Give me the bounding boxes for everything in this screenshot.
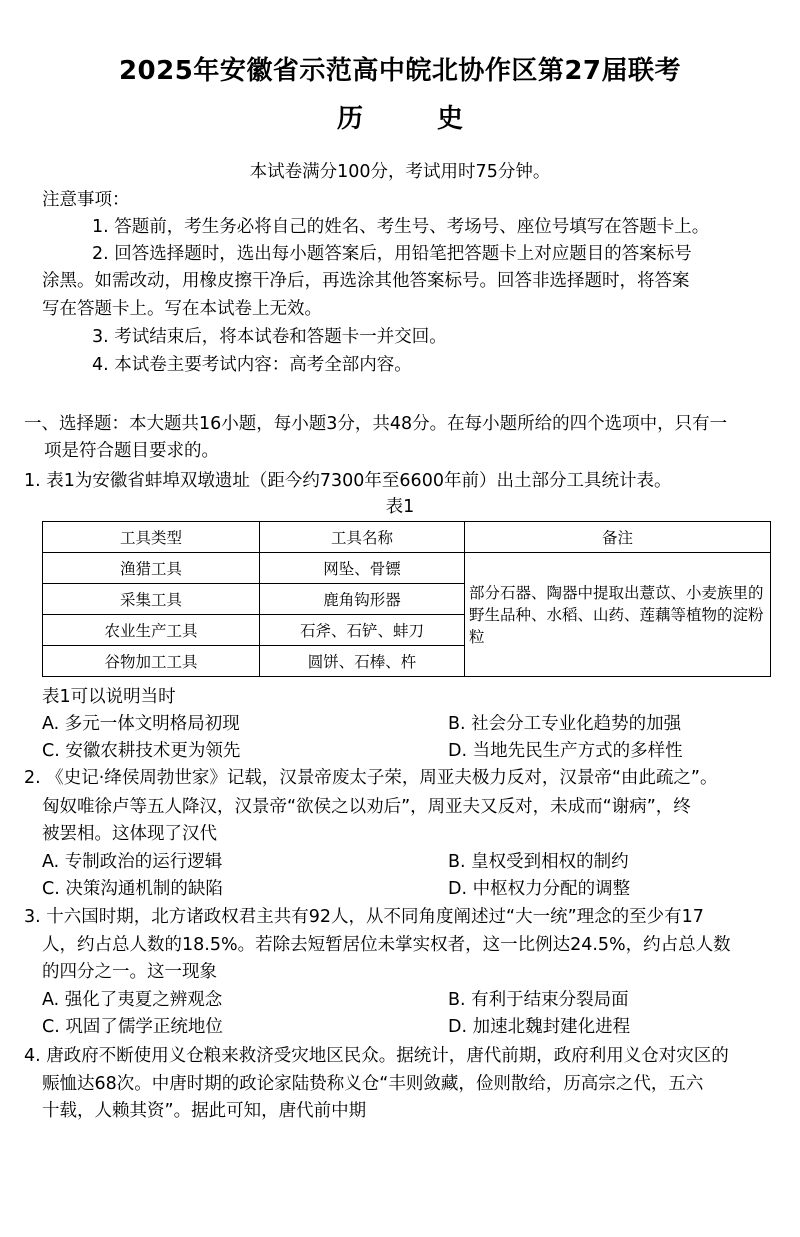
table-header-cell: 工具类型 bbox=[43, 522, 260, 553]
notice-line: 4. 本试卷主要考试内容：高考全部内容。 bbox=[92, 355, 412, 375]
table-header-row bbox=[43, 522, 771, 553]
table-header-cell: 工具名称 bbox=[260, 522, 465, 553]
notice-heading: 注意事项： bbox=[42, 190, 130, 210]
notice-line: 涂黑。如需改动，用橡皮擦干净后，再选涂其他答案标号。回答非选择题时，将答案 bbox=[42, 271, 690, 291]
table-cell: 采集工具 bbox=[43, 584, 260, 615]
question-1-ask: 表1可以说明当时 bbox=[42, 687, 176, 707]
tools-table bbox=[42, 521, 771, 677]
question-3-line: 3. 十六国时期，北方诸政权君主共有92人，从不同角度阐述过“大一统”理念的至少有17 bbox=[24, 907, 704, 927]
option-c: C. 决策沟通机制的缺陷 bbox=[42, 879, 223, 899]
exam-info: 本试卷满分100分，考试用时75分钟。 bbox=[249, 162, 551, 182]
option-a: A. 强化了夷夏之辨观念 bbox=[42, 990, 223, 1010]
question-4-line: 十载，人赖其资”。据此可知，唐代前中期 bbox=[42, 1101, 367, 1121]
option-d: D. 当地先民生产方式的多样性 bbox=[448, 741, 683, 761]
option-d: D. 加速北魏封建化进程 bbox=[448, 1017, 631, 1037]
table-row bbox=[43, 553, 771, 584]
exam-title: 2025年安徽省示范高中皖北协作区第27届联考 bbox=[118, 56, 682, 86]
option-c: C. 巩固了儒学正统地位 bbox=[42, 1017, 223, 1037]
table-cell: 网坠、骨镖 bbox=[260, 553, 465, 584]
table-caption: 表1 bbox=[385, 497, 415, 517]
question-2-line: 被罢相。这体现了汉代 bbox=[42, 824, 217, 844]
question-1-stem: 1. 表1为安徽省蚌埠双墩遗址（距今约7300年至6600年前）出土部分工具统计表。 bbox=[24, 471, 672, 491]
question-2-line: 匈奴唯徐卢等五人降汉，汉景帝“欲侯之以劝后”，周亚夫又反对，未成而“谢病”，终 bbox=[42, 797, 691, 817]
option-d: D. 中枢权力分配的调整 bbox=[448, 879, 631, 899]
option-a: A. 专制政治的运行逻辑 bbox=[42, 852, 223, 872]
notice-line: 2. 回答选择题时，选出每小题答案后，用铅笔把答题卡上对应题目的答案标号 bbox=[92, 244, 692, 264]
question-3-line: 的四分之一。这一现象 bbox=[42, 962, 217, 982]
option-a: A. 多元一体文明格局初现 bbox=[42, 714, 240, 734]
notice-line: 3. 考试结束后，将本试卷和答题卡一并交回。 bbox=[92, 327, 447, 347]
section-heading: 一、选择题：本大题共16小题，每小题3分，共48分。在每小题所给的四个选项中，只有一 bbox=[24, 414, 728, 434]
table-note-cell: 部分石器、陶器中提取出薏苡、小麦族里的野生品种、水稻、山药、莲藕等植物的淀粉粒 bbox=[465, 553, 771, 677]
table-cell: 圆饼、石棒、杵 bbox=[260, 646, 465, 677]
notice-line: 写在答题卡上。写在本试卷上无效。 bbox=[42, 299, 322, 319]
section-heading-cont: 项是符合题目要求的。 bbox=[44, 441, 219, 461]
question-4-line: 4. 唐政府不断使用义仓粮来救济受灾地区民众。据统计，唐代前期，政府利用义仓对灾区的 bbox=[24, 1046, 729, 1066]
table-cell: 鹿角钩形器 bbox=[260, 584, 465, 615]
table-cell: 渔猎工具 bbox=[43, 553, 260, 584]
table-cell: 谷物加工工具 bbox=[43, 646, 260, 677]
table-header-cell: 备注 bbox=[465, 522, 771, 553]
option-b: B. 社会分工专业化趋势的加强 bbox=[448, 714, 682, 734]
table-cell: 农业生产工具 bbox=[43, 615, 260, 646]
question-2-line: 2. 《史记·绛侯周勃世家》记载，汉景帝废太子荣，周亚夫极力反对，汉景帝“由此疏之”。 bbox=[24, 768, 718, 788]
table-cell: 石斧、石铲、蚌刀 bbox=[260, 615, 465, 646]
option-c: C. 安徽农耕技术更为领先 bbox=[42, 741, 241, 761]
option-b: B. 有利于结束分裂局面 bbox=[448, 990, 629, 1010]
option-b: B. 皇权受到相权的制约 bbox=[448, 852, 629, 872]
subject-title: 历史 bbox=[336, 104, 537, 134]
question-4-line: 赈恤达68次。中唐时期的政论家陆贽称义仓“丰则敛藏，俭则散给，历高宗之代，五六 bbox=[42, 1074, 704, 1094]
question-3-line: 人，约占总人数的18.5%。若除去短暂居位未掌实权者，这一比例达24.5%，约占总人数 bbox=[42, 935, 731, 955]
notice-line: 1. 答题前，考生务必将自己的姓名、考生号、考场号、座位号填写在答题卡上。 bbox=[92, 217, 710, 237]
